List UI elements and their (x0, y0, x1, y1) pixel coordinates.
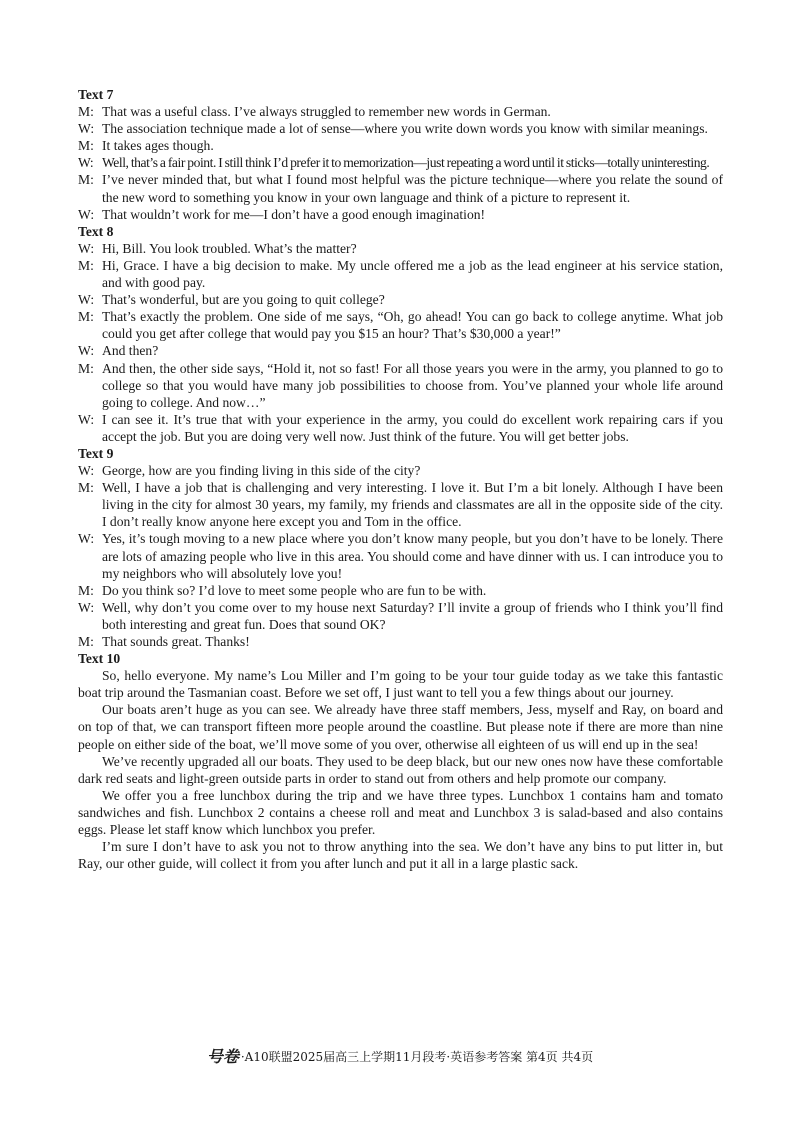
dialogue-text: That’s exactly the problem. One side of me says, “Oh, go ahead! You can go back to college anytime. What job could you get after college that would pay you $15 an hour? That’s $30,000 a year!” (102, 309, 723, 342)
speaker-label: M: (78, 634, 94, 649)
speaker-label: W: (78, 463, 95, 479)
dialogue-line (78, 240, 723, 257)
dialogue-text: And then? (102, 343, 159, 359)
speaker-label: M: (78, 360, 94, 376)
monologue-paragraph: So, hello everyone. My name’s Lou Miller and I’m going to be your tour guide today as we take this fantastic boat trip around the Tasmanian coast. Before we set off, I just want to tell you a few things about our journey. (78, 668, 723, 701)
speaker-label: W: (78, 292, 95, 308)
answer-key-page (78, 86, 723, 872)
dialogue-line (78, 479, 723, 530)
text8-heading: Text 8 (78, 223, 114, 239)
text9-heading: Text 9 (78, 445, 114, 461)
text7-heading: Text 7 (78, 87, 114, 102)
speaker-label: W: (78, 599, 95, 615)
dialogue-line (78, 411, 723, 445)
speaker-label: W: (78, 240, 95, 256)
dialogue-line (78, 462, 723, 479)
speaker-label: M: (78, 138, 94, 154)
dialogue-text: That was a useful class. I’ve always struggled to remember new words in German. (102, 104, 551, 120)
dialogue-line (78, 360, 723, 411)
speaker-label: W: (78, 343, 95, 359)
monologue-paragraph: Our boats aren’t huge as you can see. We already have three staff members, Jess, myself and Ray, on board and on top of that, we can transport fifteen more people around the coastline. But please note if there are more than nine people on either side of the boat, we’ll move some of you over, otherwise all eighteen of us will end up in the sea! (78, 702, 723, 752)
monologue-paragraph: We’ve recently upgraded all our boats. They used to be deep black, but our new ones now have these comfortable dark red seats and light-green outside parts in order to stand out from others and help promote our company. (78, 753, 723, 786)
dialogue-line (78, 120, 723, 137)
dialogue-text: The association technique made a lot of sense—where you write down words you know with similar meanings. (102, 121, 708, 137)
speaker-label: W: (78, 121, 95, 137)
dialogue-line (78, 257, 723, 291)
footer-text: ·A10联盟2025届高三上学期11月段考·英语参考答案 第4页 共4页 (240, 1050, 594, 1064)
dialogue-line (78, 342, 723, 359)
dialogue-line (78, 308, 723, 342)
dialogue-text: George, how are you finding living in this side of the city? (102, 463, 421, 479)
dialogue-line (78, 171, 723, 205)
speaker-label: M: (78, 480, 94, 496)
monologue-paragraph: We offer you a free lunchbox during the trip and we have three types. Lunchbox 1 contains ham and tomato sandwiches and fish. Lunchbox 2 contains a cheese roll and meat and Lunchbox 3 is salad-based and also contains eggs. Please let staff know which lunchbox you prefer. (78, 787, 723, 838)
dialogue-line (78, 103, 723, 120)
dialogue-line (78, 582, 723, 599)
dialogue-line (78, 633, 723, 650)
text10-heading: Text 10 (78, 651, 121, 667)
dialogue-line (78, 599, 723, 633)
dialogue-text: Well, why don’t you come over to my house next Saturday? I’ll invite a group of friends who I think you’ll find both interesting and great fun. Does that sound OK? (102, 599, 723, 632)
dialogue-line (78, 154, 723, 171)
dialogue-line (78, 530, 723, 581)
dialogue-text: Yes, it’s tough moving to a new place where you don’t know many people, but you don’t have to be lonely. There are lots of amazing people who live in this area. You should come and have dinner with us. I can introduce you to my neighbors who will absolutely love you! (102, 531, 723, 581)
speaker-label: W: (78, 411, 95, 427)
dialogue-text: That wouldn’t work for me—I don’t have a good enough imagination! (102, 206, 486, 222)
dialogue-text: Well, that’s a fair point. I still think I’d prefer it to memorization—just repeating a word until it sticks—totally uninteresting. (102, 155, 710, 171)
dialogue-text: I can see it. It’s true that with your experience in the army, you could do excellent work repairing cars if you accept the job. But you are doing very well now. Just think of the future. You will get better jobs. (102, 411, 723, 444)
dialogue-text: I’ve never minded that, but what I found most helpful was the picture technique—where you relate the sound of the new word to something you know in your own language and think of a picture to represent it. (102, 172, 723, 205)
dialogue-text: It takes ages though. (102, 138, 214, 154)
speaker-label: M: (78, 257, 94, 273)
dialogue-line (78, 137, 723, 154)
dialogue-text: Well, I have a job that is challenging and very interesting. I love it. But I’m a bit lonely. Although I have been living in the city for almost 30 years, my family, my friends and classmates are all in the opposite side of the city. I don’t really know anyone here except you and Tom in the office. (102, 480, 723, 530)
speaker-label: M: (78, 582, 94, 598)
publisher-logo: 号卷 (206, 1047, 239, 1066)
dialogue-text: Hi, Bill. You look troubled. What’s the matter? (102, 240, 357, 256)
dialogue-text: That’s wonderful, but are you going to quit college? (102, 292, 385, 308)
page-footer (0, 1044, 800, 1067)
dialogue-text: And then, the other side says, “Hold it, not so fast! For all those years you were in the army, you planned to go to college so that you would have many job possibilities to choose from. You’ve planned your whole life around going to college. And now…” (102, 360, 723, 410)
monologue-paragraph: I’m sure I don’t have to ask you not to throw anything into the sea. We don’t have any bins to put litter in, but Ray, our other guide, will collect it from you after lunch and put it all in a large plastic sack. (78, 839, 723, 872)
dialogue-line (78, 206, 723, 223)
speaker-label: M: (78, 309, 94, 325)
dialogue-text: Do you think so? I’d love to meet some people who are fun to be with. (102, 582, 487, 598)
dialogue-text: That sounds great. Thanks! (102, 634, 250, 649)
dialogue-line (78, 291, 723, 308)
speaker-label: W: (78, 206, 95, 222)
speaker-label: M: (78, 172, 94, 188)
speaker-label: M: (78, 104, 94, 120)
speaker-label: W: (78, 155, 94, 171)
speaker-label: W: (78, 531, 95, 547)
dialogue-text: Hi, Grace. I have a big decision to make. My uncle offered me a job as the lead engineer at his service station, and with good pay. (102, 257, 723, 291)
